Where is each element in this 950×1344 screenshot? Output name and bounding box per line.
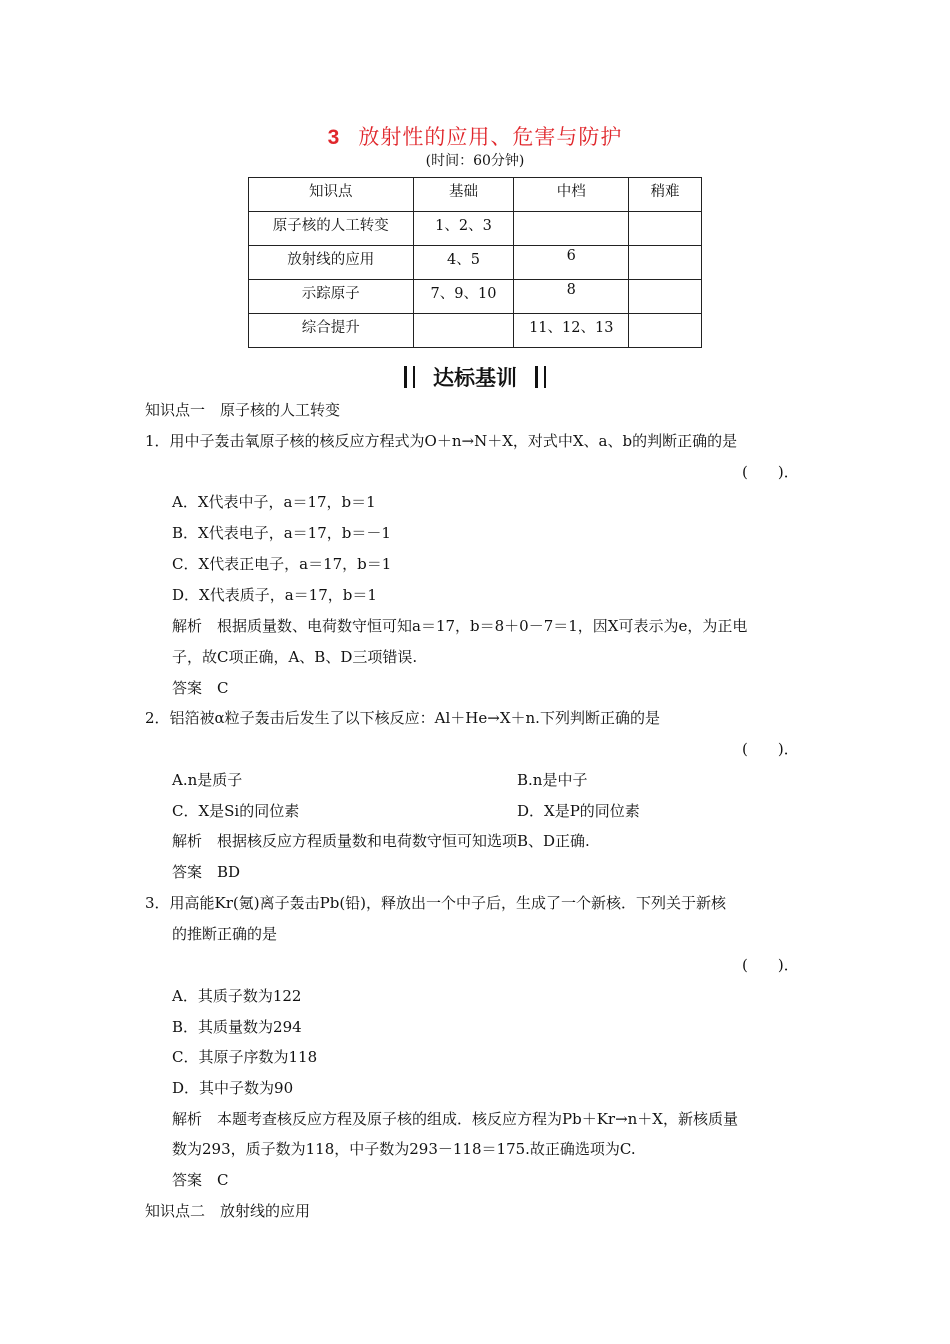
question-stem-continued: 的推断正确的是: [172, 925, 278, 943]
table-header-cell: 基础: [413, 178, 514, 212]
option-c: C．X是Si的同位素: [172, 802, 300, 820]
knowledge-point-heading: 知识点二 放射线的应用: [145, 1202, 311, 1220]
analysis-text: 解析 根据质量数、电荷数守恒可知a＝17，b＝8＋0－7＝1，因X可表示为e，为正电: [172, 617, 748, 635]
table-cell: 11、12、13: [514, 314, 629, 348]
time-note: (时间：60分钟): [425, 153, 525, 169]
table-cell: [514, 212, 629, 246]
table-row: [249, 212, 702, 246]
title-text: 放射性的应用、危害与防护: [358, 125, 623, 149]
option-b: B.n是中子: [517, 771, 588, 789]
title-number: 3: [327, 126, 341, 149]
table-cell: [629, 280, 702, 314]
question-stem: 2．铝箔被α粒子轰击后发生了以下核反应：Al＋He→X＋n.下列判断正确的是: [145, 709, 660, 727]
analysis-text: 子，故C项正确，A、B、D三项错误.: [172, 648, 418, 666]
option-b: B．其质量数为294: [172, 1018, 302, 1036]
banner-bar-right: [535, 366, 546, 388]
page-title: [0, 121, 950, 151]
option-d: D．X代表质子，a＝17，b＝1: [172, 586, 377, 604]
option-c: C．其原子序数为118: [172, 1048, 318, 1066]
option-c: C．X代表正电子，a＝17，b＝1: [172, 555, 392, 573]
table-cell: 6: [514, 246, 629, 280]
option-d: D．其中子数为90: [172, 1079, 294, 1097]
option-d: D．X是P的同位素: [517, 802, 640, 820]
table-cell: 4、5: [413, 246, 514, 280]
table-header-row: [249, 178, 702, 212]
table-cell: 示踪原子: [249, 280, 414, 314]
answer-paren: ( )．: [742, 463, 799, 481]
knowledge-point-heading: 知识点一 原子核的人工转变: [145, 401, 341, 419]
analysis-text: 数为293，质子数为118，中子数为293－118＝175.故正确选项为C.: [172, 1140, 636, 1158]
answer-paren: ( )．: [742, 956, 799, 974]
table-header-cell: 知识点: [249, 178, 414, 212]
table-cell: 综合提升: [249, 314, 414, 348]
table-cell: [629, 314, 702, 348]
answer-text: 答案 C: [172, 679, 229, 697]
option-b: B．X代表电子，a＝17，b＝－1: [172, 524, 391, 542]
banner-bar-left: [404, 366, 415, 388]
table-cell: 原子核的人工转变: [249, 212, 414, 246]
table-header-cell: 中档: [514, 178, 629, 212]
table-cell: [629, 246, 702, 280]
table-row: [249, 246, 702, 280]
analysis-text: 解析 本题考查核反应方程及原子核的组成．核反应方程为Pb＋Kr→n＋X，新核质量: [172, 1110, 738, 1128]
answer-text: 答案 C: [172, 1171, 229, 1189]
table-header-cell: 稍难: [629, 178, 702, 212]
table-row: [249, 280, 702, 314]
knowledge-distribution-table: [248, 177, 702, 348]
banner-text: 达标基训: [433, 366, 517, 390]
option-a: A．X代表中子，a＝17，b＝1: [172, 493, 376, 511]
table-cell: 1、2、3: [413, 212, 514, 246]
answer-text: 答案 BD: [172, 863, 241, 881]
section-banner: [0, 362, 950, 392]
table-cell: 放射线的应用: [249, 246, 414, 280]
question-stem: 3．用高能Kr(氪)离子轰击Pb(铅)，释放出一个中子后，生成了一个新核．下列关于新核: [145, 894, 727, 912]
analysis-text: 解析 根据核反应方程质量数和电荷数守恒可知选项B、D正确.: [172, 832, 590, 850]
table-cell: 7、9、10: [413, 280, 514, 314]
table-cell: 8: [514, 280, 629, 314]
answer-paren: ( )．: [742, 740, 799, 758]
option-a: A.n是质子: [172, 771, 243, 789]
table-cell: [629, 212, 702, 246]
table-row: [249, 314, 702, 348]
table-cell: [413, 314, 514, 348]
option-a: A．其质子数为122: [172, 987, 302, 1005]
question-stem: 1．用中子轰击氧原子核的核反应方程式为O＋n→N＋X，对式中X、a、b的判断正确的是: [145, 432, 738, 450]
